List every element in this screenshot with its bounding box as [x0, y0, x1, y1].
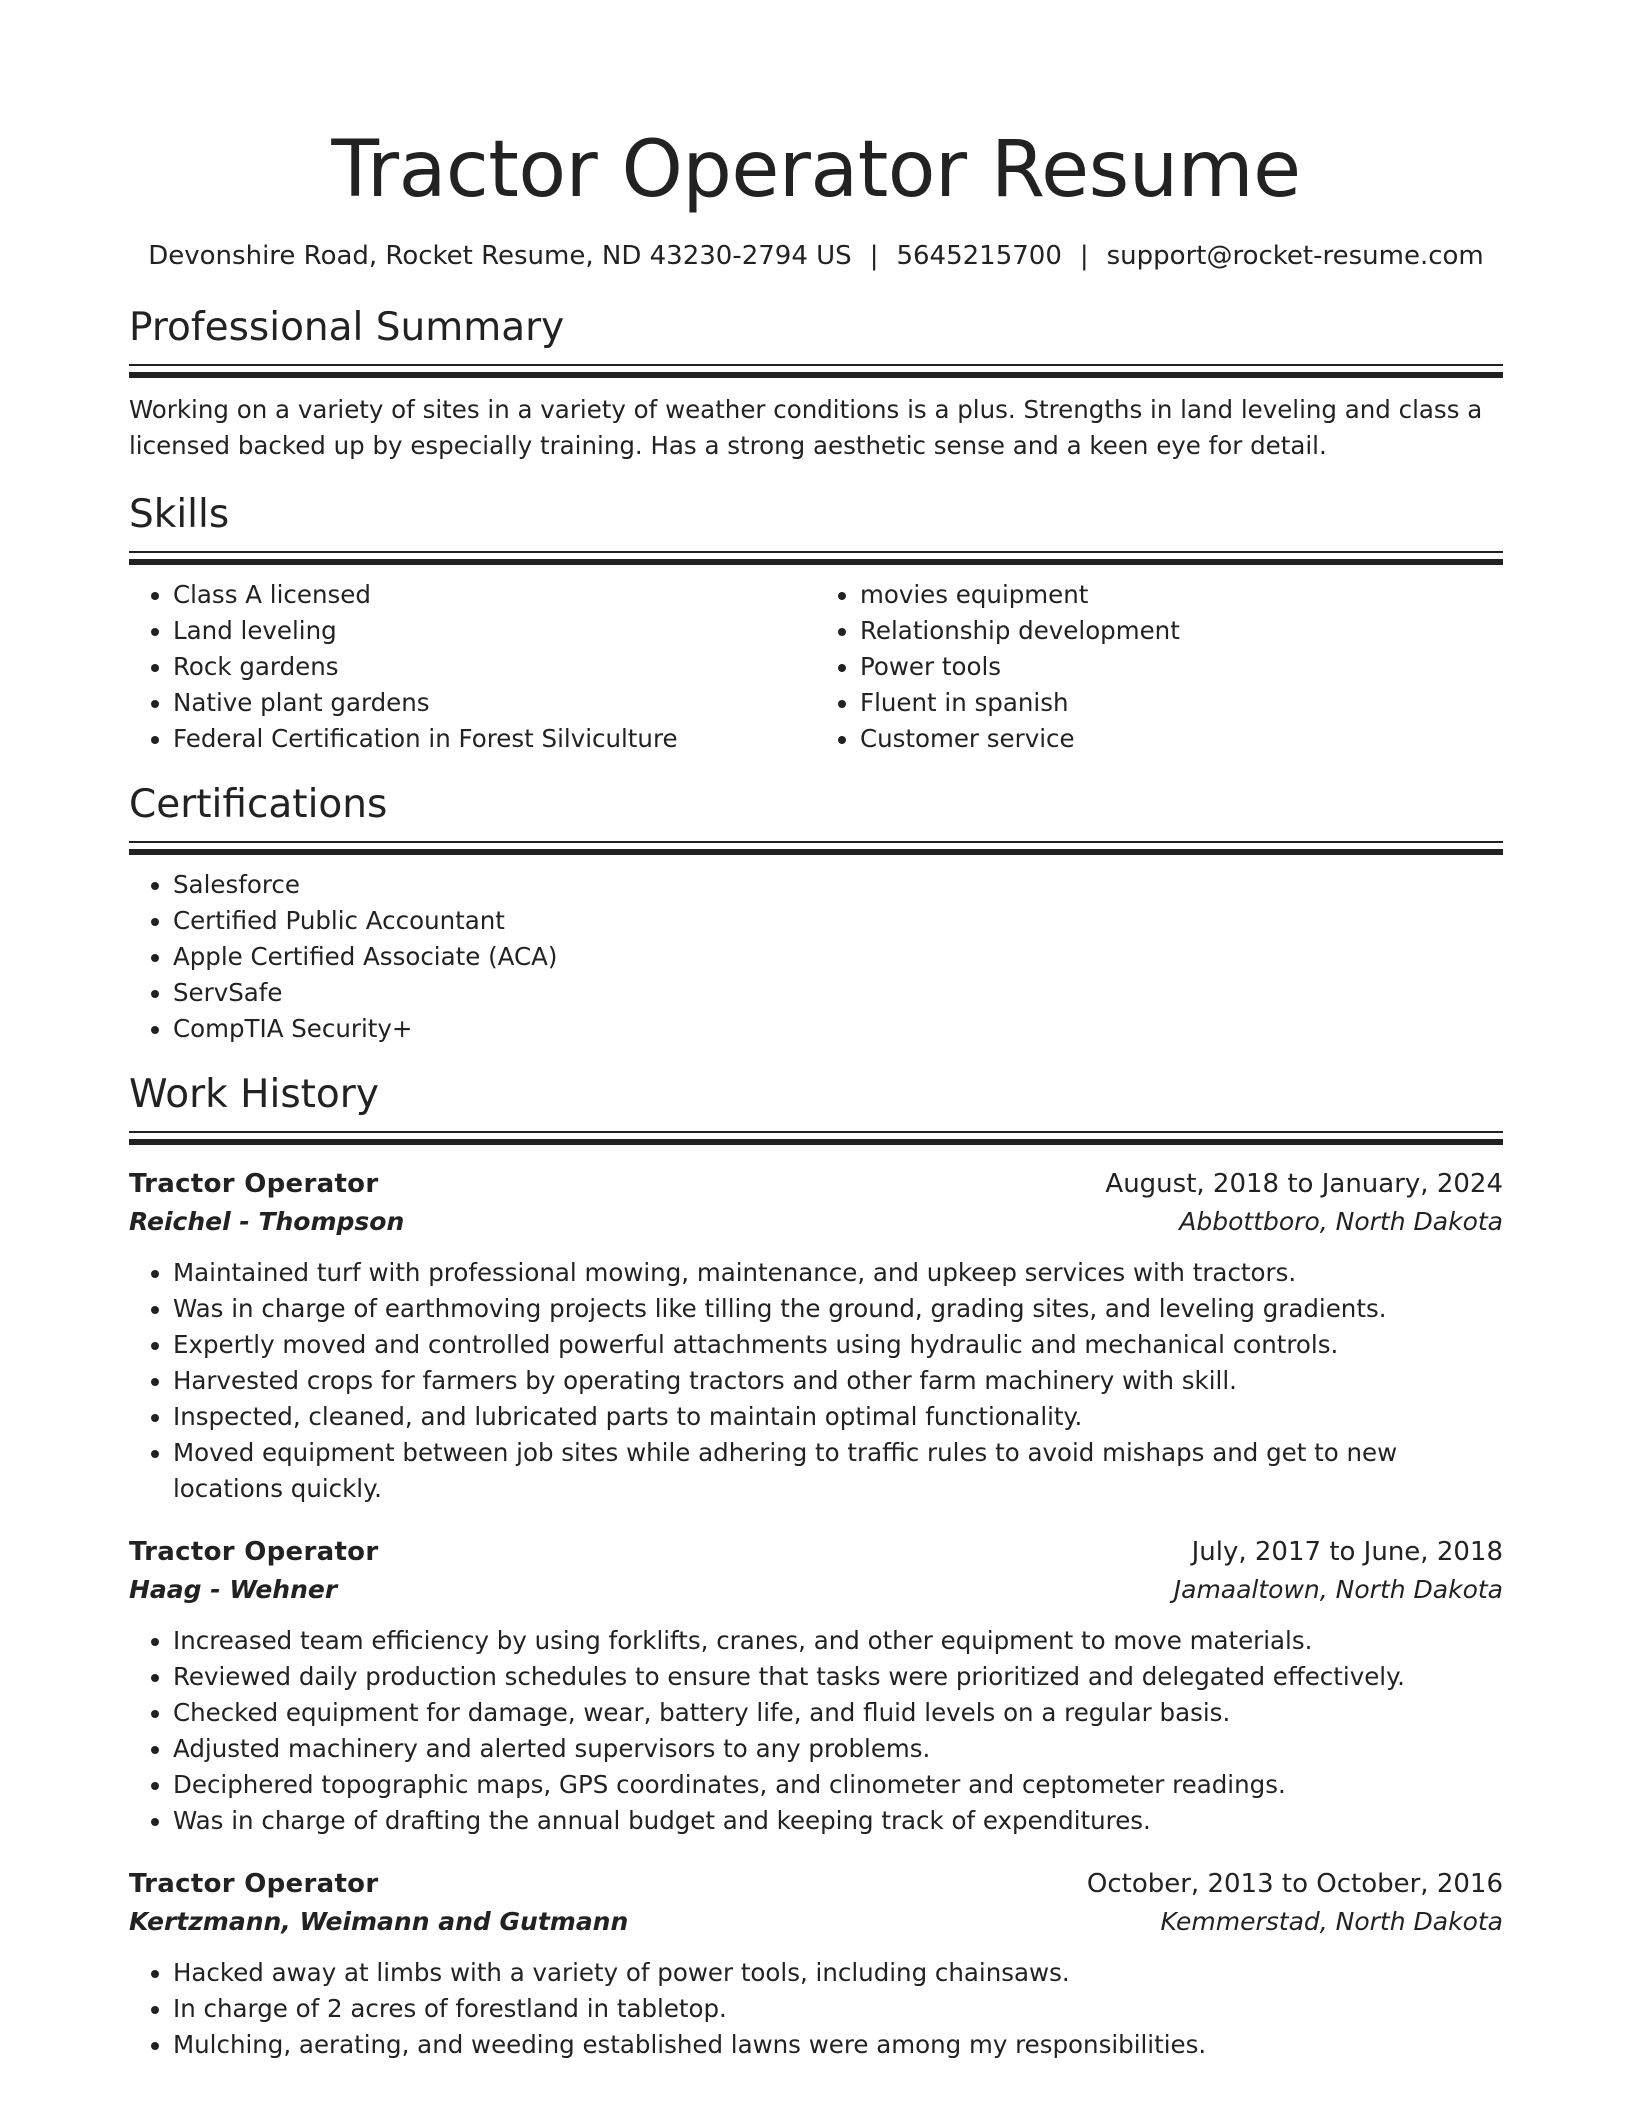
section-heading-skills: Skills	[129, 491, 230, 537]
skill-item: • Customer service	[860, 721, 1503, 757]
job-bullet: • Expertly moved and controlled powerful attachments using hydraulic and mechanical controls.	[173, 1327, 1503, 1363]
section-divider	[129, 1131, 1503, 1145]
certification-item: • Salesforce	[173, 867, 1503, 903]
job-dates: October, 2013 to October, 2016	[1086, 1868, 1503, 1899]
contact-email[interactable]: support@rocket-resume.com	[1106, 241, 1484, 271]
section-heading-work-history: Work History	[129, 1071, 379, 1117]
job-dates: July, 2017 to June, 2018	[1191, 1536, 1503, 1567]
job-bullet: • Increased team efficiency by using forklifts, cranes, and other equipment to move materials.	[173, 1623, 1503, 1659]
job-entry	[129, 1865, 1503, 2063]
skill-item: • movies equipment	[860, 577, 1503, 613]
job-bullet: • Inspected, cleaned, and lubricated parts to maintain optimal functionality.	[173, 1399, 1503, 1435]
job-bullet: • Mulching, aerating, and weeding established lawns were among my responsibilities.	[173, 2027, 1503, 2063]
contact-phone: 5645215700	[896, 241, 1062, 271]
contact-line	[129, 238, 1503, 274]
job-bullet: • Moved equipment between job sites while adhering to traffic rules to avoid mishaps and get to new locations quickly.	[173, 1435, 1503, 1507]
summary-text: Working on a variety of sites in a variety of weather conditions is a plus. Strengths in land leveling and class a licensed backed up by especially training. Has a strong aesthetic sense and a keen eye for detail.	[129, 395, 1483, 460]
job-company: Haag - Wehner	[129, 1574, 338, 1604]
certification-item: • CompTIA Security+	[173, 1011, 1503, 1047]
job-dates: August, 2018 to January, 2024	[1105, 1168, 1503, 1199]
job-bullet: • Hacked away at limbs with a variety of power tools, including chainsaws.	[173, 1955, 1503, 1991]
section-divider	[129, 364, 1503, 378]
job-title: Tractor Operator	[129, 1168, 379, 1199]
job-bullet: • Was in charge of earthmoving projects like tilling the ground, grading sites, and leveling gradients.	[173, 1291, 1503, 1327]
job-bullets	[129, 1623, 1503, 1839]
section-heading-certifications: Certifications	[129, 781, 388, 827]
job-location: Kemmerstad, North Dakota	[1160, 1906, 1503, 1936]
job-company: Reichel - Thompson	[129, 1206, 405, 1236]
job-company: Kertzmann, Weimann and Gutmann	[129, 1906, 629, 1936]
job-entry	[129, 1165, 1503, 1507]
certification-item: • ServSafe	[173, 975, 1503, 1011]
job-bullet: • Deciphered topographic maps, GPS coordinates, and clinometer and ceptometer readings.	[173, 1767, 1503, 1803]
skills-list-right	[816, 577, 1503, 757]
work-history-section	[129, 1069, 1503, 2063]
skill-item: • Federal Certification in Forest Silviculture	[173, 721, 816, 757]
section-divider	[129, 841, 1503, 855]
skills-list-left	[129, 577, 816, 757]
section-heading-summary: Professional Summary	[129, 305, 565, 350]
summary-section	[129, 302, 1503, 464]
skill-item: • Fluent in spanish	[860, 685, 1503, 721]
skill-item: • Land leveling	[173, 613, 816, 649]
resume-title: Tractor Operator Resume	[331, 125, 1301, 215]
job-bullets	[129, 1255, 1503, 1507]
job-bullet: • Reviewed daily production schedules to ensure that tasks were prioritized and delegated effectively.	[173, 1659, 1503, 1695]
contact-address: Devonshire Road, Rocket Resume, ND 43230-2794 US	[148, 241, 852, 271]
job-bullet: • Checked equipment for damage, wear, battery life, and fluid levels on a regular basis.	[173, 1695, 1503, 1731]
job-bullets	[129, 1955, 1503, 2063]
job-bullet: • Maintained turf with professional mowing, maintenance, and upkeep services with tractors.	[173, 1255, 1503, 1291]
skill-item: • Native plant gardens	[173, 685, 816, 721]
skills-section	[129, 489, 1503, 757]
contact-separator: |	[869, 241, 879, 271]
skill-item: • Power tools	[860, 649, 1503, 685]
skills-columns	[129, 565, 1503, 757]
job-location: Jamaaltown, North Dakota	[1173, 1574, 1503, 1604]
skill-item: • Rock gardens	[173, 649, 816, 685]
job-entry	[129, 1533, 1503, 1839]
job-location: Abbottboro, North Dakota	[1179, 1206, 1503, 1236]
skill-item: • Class A licensed	[173, 577, 816, 613]
section-divider	[129, 551, 1503, 565]
job-title: Tractor Operator	[129, 1868, 379, 1899]
job-title: Tractor Operator	[129, 1536, 379, 1567]
skill-item: • Relationship development	[860, 613, 1503, 649]
certification-item: • Apple Certified Associate (ACA)	[173, 939, 1503, 975]
certification-item: • Certified Public Accountant	[173, 903, 1503, 939]
job-bullet: • Adjusted machinery and alerted supervisors to any problems.	[173, 1731, 1503, 1767]
job-bullet: • In charge of 2 acres of forestland in tabletop.	[173, 1991, 1503, 2027]
job-bullet: • Harvested crops for farmers by operating tractors and other farm machinery with skill.	[173, 1363, 1503, 1399]
job-bullet: • Was in charge of drafting the annual budget and keeping track of expenditures.	[173, 1803, 1503, 1839]
certifications-section	[129, 779, 1503, 1047]
certifications-list	[129, 867, 1503, 1047]
contact-separator: |	[1079, 241, 1089, 271]
